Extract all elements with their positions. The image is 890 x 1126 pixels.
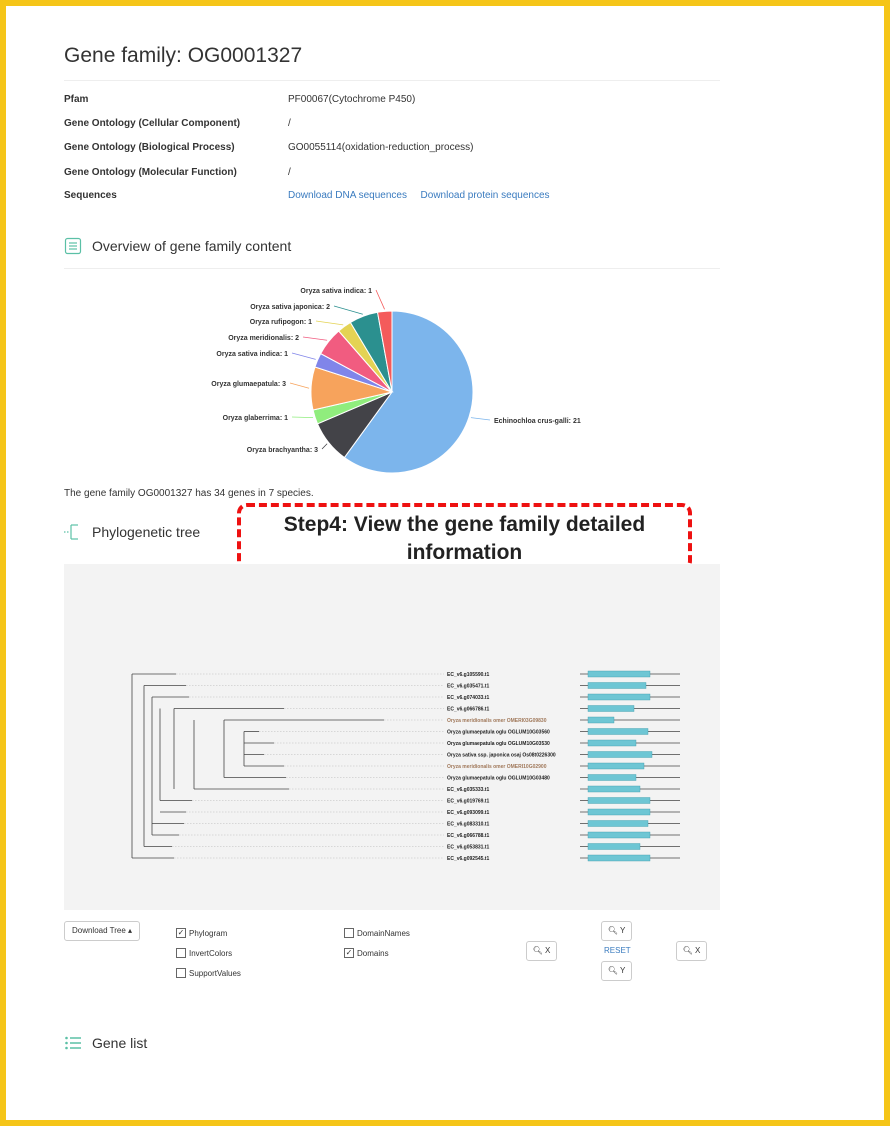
pie-label: Oryza sativa indica: 1 bbox=[300, 288, 372, 295]
checkbox-box bbox=[176, 948, 186, 958]
pie-connector bbox=[376, 290, 385, 309]
pfam-value: PF00067(Cytochrome P450) bbox=[288, 94, 416, 105]
check-icon: ✓ bbox=[177, 928, 185, 937]
callout-line-1: Step4: View the gene family detailed bbox=[283, 513, 646, 536]
zoom-in-x-button[interactable] bbox=[526, 941, 557, 961]
domain-block bbox=[588, 855, 650, 861]
download-dna-link[interactable]: Download DNA sequences bbox=[288, 190, 407, 201]
divider bbox=[64, 268, 720, 269]
page-title: Gene family: OG0001327 bbox=[64, 44, 303, 67]
phylogenetic-tree[interactable] bbox=[64, 564, 720, 910]
domain-block bbox=[588, 671, 650, 677]
domain-block bbox=[588, 821, 648, 827]
button-label: Y bbox=[619, 966, 626, 975]
pie-connector bbox=[316, 321, 343, 325]
phylo-title: Phylogenetic tree bbox=[92, 524, 201, 540]
callout-line-2: information bbox=[406, 541, 523, 564]
zoom-out-x-button[interactable] bbox=[676, 941, 707, 961]
zoom-icon: 🔍︎ bbox=[682, 946, 693, 955]
sequences-links bbox=[288, 190, 550, 201]
tree-leaf-label: Oryza glumaepatula oglu OGLUM10G03560 bbox=[447, 729, 550, 736]
domain-block bbox=[588, 786, 640, 792]
tree-leaf-label: EC_v6.g053831.t1 bbox=[447, 844, 490, 851]
tree-leaf-label: EC_v6.g035333.t1 bbox=[447, 787, 490, 793]
phylogram-checkbox[interactable] bbox=[176, 928, 227, 938]
go-mf-label: Gene Ontology (Molecular Function) bbox=[64, 167, 237, 178]
checkbox-label: SupportValues bbox=[189, 968, 241, 978]
support-values-checkbox[interactable] bbox=[176, 968, 241, 978]
pie-label: Oryza glumaepatula: 3 bbox=[211, 381, 286, 388]
pie-connector bbox=[471, 418, 490, 420]
button-label: X bbox=[545, 946, 551, 955]
tree-leaf-label: EC_v6.g105590.t1 bbox=[447, 672, 490, 678]
list-box-icon bbox=[64, 237, 82, 255]
domain-block bbox=[588, 844, 640, 850]
pie-connector bbox=[292, 353, 316, 359]
domains-checkbox[interactable] bbox=[344, 948, 389, 958]
zoom-in-y-button[interactable] bbox=[601, 921, 632, 941]
domain-names-checkbox[interactable] bbox=[344, 928, 410, 938]
go-bp-label: Gene Ontology (Biological Process) bbox=[64, 142, 235, 153]
checkbox-label: DomainNames bbox=[357, 928, 410, 938]
download-tree-button[interactable]: Download Tree ▴ bbox=[64, 921, 140, 941]
checkbox-label: Domains bbox=[357, 948, 389, 958]
tree-leaf-label: Oryza meridionalis omer OMERI03G09830 bbox=[447, 718, 547, 724]
pie-label: Oryza brachyantha: 3 bbox=[246, 447, 318, 454]
tree-leaf-label: EC_v6.g019769.t1 bbox=[447, 798, 490, 805]
zoom-icon: 🔍︎ bbox=[607, 966, 618, 975]
pie-connector bbox=[303, 337, 327, 340]
invert-colors-checkbox[interactable] bbox=[176, 948, 232, 958]
pie-connector bbox=[322, 444, 327, 449]
overview-title: Overview of gene family content bbox=[92, 238, 292, 254]
pie-label: Oryza rufipogon: 1 bbox=[249, 319, 312, 326]
domain-block bbox=[588, 809, 650, 815]
pie-label: Oryza glaberrima: 1 bbox=[222, 415, 288, 422]
tree-icon bbox=[64, 523, 82, 541]
go-bp-value: GO0055114(oxidation-reduction_process) bbox=[288, 142, 474, 153]
pie-label: Oryza sativa indica: 1 bbox=[216, 351, 288, 358]
tree-leaf-label: EC_v6.g035471.t1 bbox=[447, 683, 490, 690]
check-icon: ✓ bbox=[345, 948, 353, 957]
domain-block bbox=[588, 832, 650, 838]
pie-label: Oryza meridionalis: 2 bbox=[228, 335, 299, 342]
domain-block bbox=[588, 694, 650, 700]
zoom-out-y-button[interactable] bbox=[601, 961, 632, 981]
sequences-label: Sequences bbox=[64, 190, 117, 201]
tree-leaf-label: EC_v6.g066786.t1 bbox=[447, 706, 490, 713]
pie-connector bbox=[290, 383, 309, 388]
go-cc-value: / bbox=[288, 118, 291, 129]
go-cc-label: Gene Ontology (Cellular Component) bbox=[64, 118, 241, 129]
domain-block bbox=[588, 706, 634, 712]
list-icon bbox=[64, 1034, 82, 1052]
domain-block bbox=[588, 752, 652, 758]
download-protein-link[interactable]: Download protein sequences bbox=[420, 190, 550, 201]
zoom-icon: 🔍︎ bbox=[607, 926, 618, 935]
phylogenetic-tree-panel bbox=[64, 564, 720, 910]
tree-leaf-label: Oryza meridionalis omer OMERI10G02900 bbox=[447, 764, 547, 770]
checkbox-label: InvertColors bbox=[189, 948, 233, 958]
pfam-label: Pfam bbox=[64, 94, 89, 105]
pie-connector bbox=[334, 306, 363, 314]
tree-leaf-label: EC_v6.g074033.t1 bbox=[447, 695, 490, 701]
gene-list-title: Gene list bbox=[92, 1035, 148, 1051]
reset-button[interactable]: RESET bbox=[604, 946, 631, 955]
tree-leaf-label: EC_v6.g093099.t1 bbox=[447, 810, 490, 816]
checkbox-label: Phylogram bbox=[189, 928, 228, 938]
zoom-icon: 🔍︎ bbox=[532, 946, 543, 955]
tree-leaf-label: Oryza glumaepatula oglu OGLUM10G03530 bbox=[447, 741, 550, 747]
step-callout bbox=[237, 503, 692, 571]
tree-leaf-label: EC_v6.g066788.t1 bbox=[447, 833, 490, 839]
pie-label: Oryza sativa japonica: 2 bbox=[250, 304, 330, 311]
pie-chart bbox=[64, 280, 720, 480]
pie-label: Echinochloa crus-galli: 21 bbox=[494, 418, 581, 425]
tree-leaf-label: EC_v6.g092545.t1 bbox=[447, 856, 490, 862]
go-mf-value: / bbox=[288, 167, 291, 178]
checkbox-box bbox=[344, 928, 354, 938]
tree-leaf-label: Oryza glumaepatula oglu OGLUM10G03480 bbox=[447, 775, 550, 782]
tree-leaf-label: Oryza sativa ssp. japonica osaj Os08t0226300 bbox=[447, 752, 556, 759]
domain-block bbox=[588, 775, 636, 781]
checkbox-box bbox=[176, 968, 186, 978]
domain-block bbox=[588, 717, 614, 723]
domain-block bbox=[588, 683, 646, 689]
tree-leaf-label: EC_v6.g083310.t1 bbox=[447, 821, 490, 828]
domain-block bbox=[588, 729, 648, 735]
gene-family-summary: The gene family OG0001327 has 34 genes in 7 species. bbox=[64, 488, 314, 499]
domain-block bbox=[588, 740, 636, 746]
button-label: X bbox=[695, 946, 701, 955]
button-label: Y bbox=[619, 926, 626, 935]
domain-block bbox=[588, 798, 650, 804]
divider bbox=[64, 80, 720, 81]
pie-connector bbox=[292, 417, 313, 418]
domain-block bbox=[588, 763, 644, 769]
